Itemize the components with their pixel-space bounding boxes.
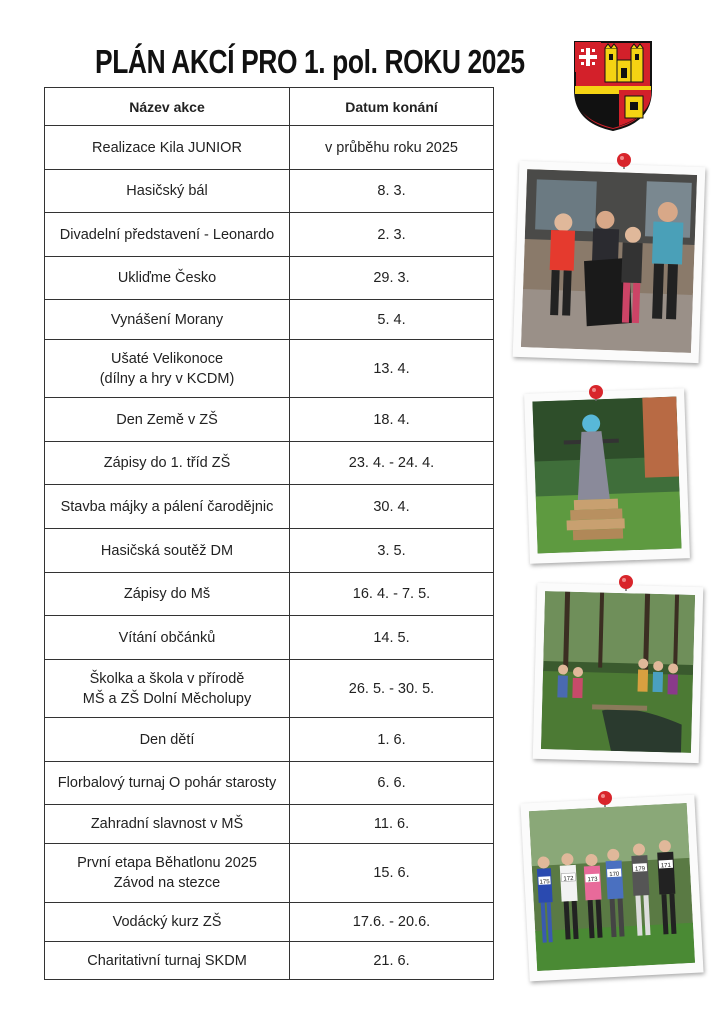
event-name: Zápisy do Mš	[45, 573, 290, 616]
table-row	[45, 660, 494, 718]
event-date: 8. 3.	[290, 170, 494, 213]
event-date: 26. 5. - 30. 5.	[290, 660, 494, 718]
event-date: 11. 6.	[290, 805, 494, 844]
event-date: 23. 4. - 24. 4.	[290, 442, 494, 485]
event-name-line-2: Závod na stezce	[113, 875, 221, 891]
table-row	[45, 442, 494, 485]
table-row	[45, 718, 494, 762]
event-name-line-2: MŠ a ZŠ Dolní Měcholupy	[82, 690, 252, 707]
table-row	[45, 616, 494, 660]
event-name: Vynášení Morany	[45, 300, 290, 340]
event-name: Den dětí	[45, 718, 290, 762]
event-name: Divadelní představení - Leonardo	[45, 213, 290, 257]
event-date: 17.6. - 20.6.	[290, 903, 494, 942]
event-date: 3. 5.	[290, 529, 494, 573]
event-name	[45, 660, 290, 718]
column-header-event: Název akce	[45, 88, 290, 126]
event-name-line-1: První etapa Běhatlonu 2025	[77, 855, 257, 871]
pushpin-icon	[616, 153, 632, 169]
table-row	[45, 485, 494, 529]
photo-morana	[524, 388, 690, 563]
event-name: Charitativní turnaj SKDM	[45, 942, 290, 980]
morana-image	[532, 397, 681, 554]
event-date: 15. 6.	[290, 844, 494, 903]
table-header-row	[45, 88, 494, 126]
event-date: 16. 4. - 7. 5.	[290, 573, 494, 616]
event-date: 1. 6.	[290, 718, 494, 762]
column-header-date: Datum konání	[290, 88, 494, 126]
event-name: Den Země v ZŠ	[45, 398, 290, 442]
table-row	[45, 257, 494, 300]
event-name: Hasičský bál	[45, 170, 290, 213]
event-name: Zahradní slavnost v MŠ	[45, 805, 290, 844]
bib-number: 173	[587, 876, 598, 884]
event-name: Hasičská soutěž DM	[45, 529, 290, 573]
event-name: Vítání občánků	[45, 616, 290, 660]
event-name-line-1: Ušaté Velikonoce	[110, 350, 224, 367]
photo-cleanup-group	[513, 161, 706, 363]
bib-number: 179	[634, 866, 646, 873]
page-title: PLÁN AKCÍ PRO 1. pol. ROKU 2025	[95, 43, 525, 80]
event-name: Florbalový turnaj O pohár starosty	[45, 762, 290, 805]
event-name: Zápisy do 1. tříd ZŠ	[45, 442, 290, 485]
table-row	[45, 340, 494, 398]
table-row	[45, 805, 494, 844]
table-row	[45, 762, 494, 805]
event-name: Realizace Kila JUNIOR	[45, 126, 290, 170]
bib-number: 172	[563, 876, 574, 883]
table-row	[45, 529, 494, 573]
event-name: Ukliďme Česko	[45, 257, 290, 300]
bib-number: 171	[660, 862, 672, 870]
event-date: 5. 4.	[290, 300, 494, 340]
event-name-line-2: (dílny a hry v KCDM)	[99, 370, 235, 387]
table-row	[45, 844, 494, 903]
event-date: 6. 6.	[290, 762, 494, 805]
event-date: 30. 4.	[290, 485, 494, 529]
event-name	[45, 340, 290, 398]
pushpin-icon	[618, 575, 634, 591]
table-row	[45, 170, 494, 213]
event-date: 21. 6.	[290, 942, 494, 980]
event-name: Vodácký kurz ZŠ	[45, 903, 290, 942]
bib-number: 170	[609, 871, 620, 879]
photo-nature-school	[533, 583, 704, 763]
table-row	[45, 126, 494, 170]
coat-of-arms-icon	[573, 40, 653, 132]
event-name-line-1: Školka a škola v přírodě	[89, 670, 245, 687]
nature-school-image	[541, 591, 695, 753]
table-row	[45, 398, 494, 442]
event-date: 14. 5.	[290, 616, 494, 660]
pushpin-icon	[588, 385, 604, 401]
event-date: v průběhu roku 2025	[290, 126, 494, 170]
table-row	[45, 942, 494, 980]
table-row	[45, 573, 494, 616]
cleanup-group-image	[521, 169, 697, 353]
event-name: Stavba májky a pálení čarodějnic	[45, 485, 290, 529]
table-row	[45, 903, 494, 942]
running-race-image	[529, 803, 695, 971]
event-name	[45, 844, 290, 903]
event-date: 13. 4.	[290, 340, 494, 398]
table-row	[45, 300, 494, 340]
pushpin-icon	[597, 791, 613, 807]
events-table	[44, 87, 494, 980]
event-date: 18. 4.	[290, 398, 494, 442]
table-row	[45, 213, 494, 257]
photo-running-race	[520, 795, 703, 982]
event-date: 2. 3.	[290, 213, 494, 257]
bib-number: 175	[539, 879, 550, 886]
event-date: 29. 3.	[290, 257, 494, 300]
